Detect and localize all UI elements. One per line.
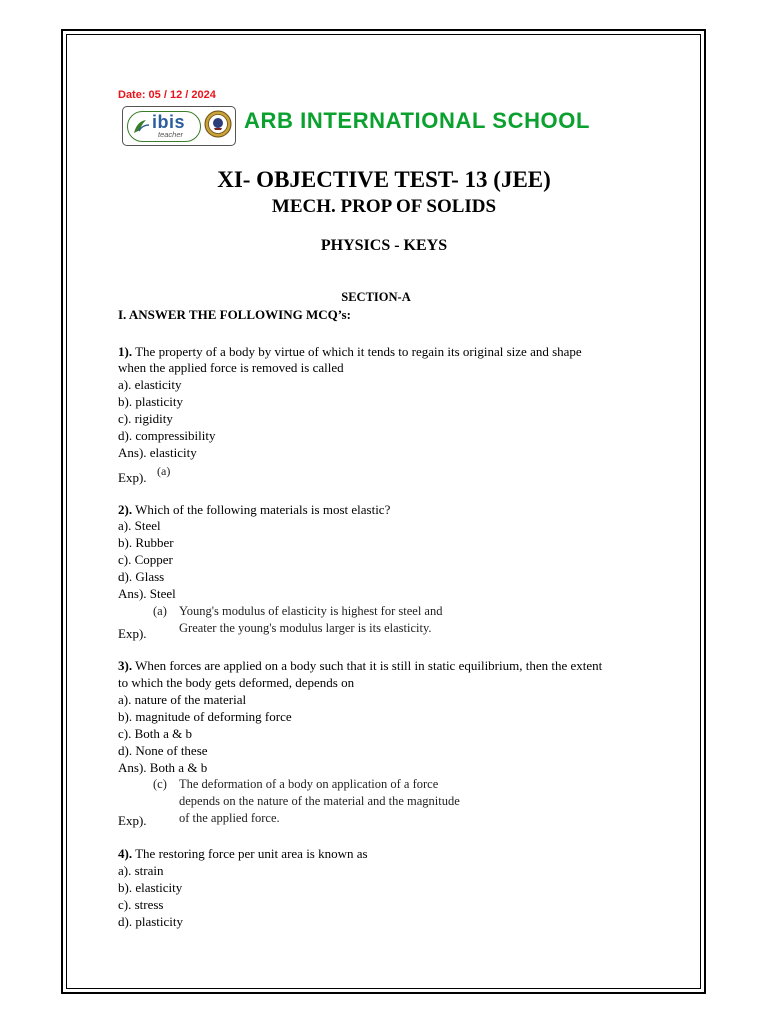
question-number: 2). (118, 502, 133, 517)
option: d). compressibility (118, 428, 216, 443)
explanation-line-text: The deformation of a body on application of a force (179, 777, 439, 791)
test-title: XI- OBJECTIVE TEST- 13 (JEE) (217, 167, 551, 192)
option: c). Both a & b (118, 726, 193, 741)
question-text (118, 658, 602, 674)
option: c). Copper (118, 552, 173, 567)
option: a). elasticity (118, 377, 182, 392)
explanation-label: Exp). (118, 470, 147, 485)
question-line: The property of a body by virtue of which it tends to regain its original size and shape (135, 344, 582, 359)
explanation-key: (c) (153, 777, 167, 791)
question-number: 3). (118, 658, 133, 673)
option: a). strain (118, 863, 164, 878)
explanation-line: Greater the young's modulus larger is its elasticity. (179, 621, 432, 635)
explanation-label: Exp). (118, 626, 147, 641)
logo-text: ibis (152, 112, 186, 132)
question-number: 4). (118, 846, 133, 861)
option: c). stress (118, 897, 164, 912)
explanation-line-text: Young's modulus of elasticity is highest for steel and (179, 604, 443, 618)
explanation-key: (a) (153, 604, 167, 618)
option: d). None of these (118, 743, 208, 758)
question-line: when the applied force is removed is called (118, 360, 344, 375)
option: b). plasticity (118, 394, 183, 409)
question-line: Which of the following materials is most elastic? (135, 502, 391, 517)
instruction-heading: I. ANSWER THE FOLLOWING MCQ’s: (118, 307, 351, 322)
school-seal-icon (204, 110, 232, 138)
explanation-label: Exp). (118, 813, 147, 828)
question-text (118, 846, 368, 862)
explanation-text (153, 603, 442, 637)
option: d). Glass (118, 569, 165, 584)
school-name: ARB INTERNATIONAL SCHOOL (244, 108, 591, 133)
subject-title: PHYSICS - KEYS (320, 237, 448, 254)
option: a). nature of the material (118, 692, 247, 707)
explanation-key: (a) (157, 464, 171, 478)
option: d). plasticity (118, 914, 183, 929)
option: b). Rubber (118, 535, 174, 550)
question-number: 1). (118, 344, 133, 359)
section-heading: SECTION-A (341, 290, 411, 304)
option: b). magnitude of deforming force (118, 709, 292, 724)
explanation-line: of the applied force. (179, 811, 280, 825)
explanation-line (153, 603, 442, 620)
ibis-bird-icon (130, 115, 152, 137)
question-text (118, 502, 390, 518)
explanation-line (153, 776, 460, 793)
test-date: Date: 05 / 12 / 2024 (118, 89, 216, 101)
question-line: The restoring force per unit area is known as (135, 846, 368, 861)
question-line: When forces are applied on a body such that it is still in static equilibrium, then the extent (135, 658, 603, 673)
option: a). Steel (118, 518, 161, 533)
option: b). elasticity (118, 880, 183, 895)
answer: Ans). Steel (118, 586, 176, 601)
question-text (118, 344, 582, 360)
explanation-text (153, 776, 460, 827)
answer: Ans). elasticity (118, 445, 197, 460)
ibis-logo-icon (127, 111, 201, 142)
option: c). rigidity (118, 411, 173, 426)
question-line: to which the body gets deformed, depends on (118, 675, 355, 690)
answer: Ans). Both a & b (118, 760, 208, 775)
explanation-line: depends on the nature of the material and the magnitude (179, 794, 460, 808)
logo-subtext: teacher (158, 130, 184, 139)
school-logo (122, 106, 236, 146)
chapter-title: MECH. PROP OF SOLIDS (271, 196, 497, 217)
